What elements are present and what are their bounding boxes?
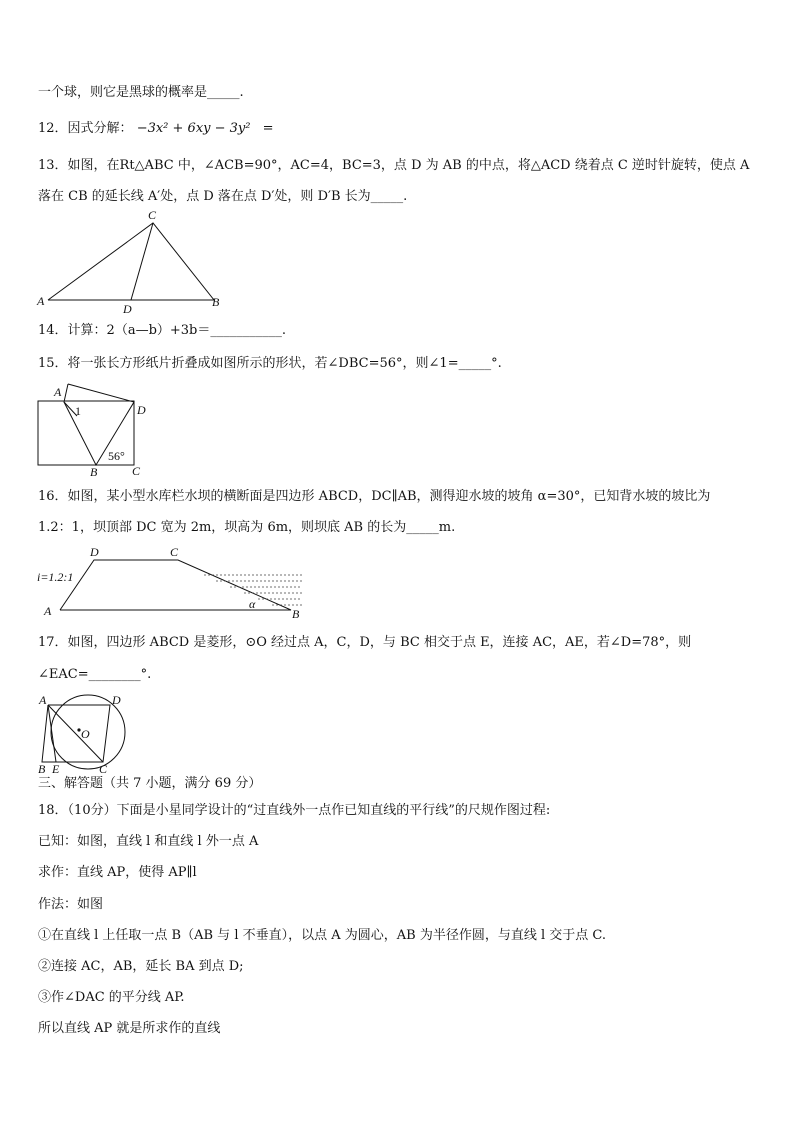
q14-line: 14．计算：2（a—b）+3b＝___________. [38,323,287,338]
q18-line5: ①在直线 l 上任取一点 B（AB 与 l 不垂直），以点 A 为圆心，AB 为半径作圆，与直线 l 交于点 C. [38,928,607,943]
q13-label-d: D [123,302,132,314]
q15-line: 15．将一张长方形纸片折叠成如图所示的形状，若∠DBC=56°，则∠1=_____°. [38,356,502,371]
q12-equals: = [262,121,274,136]
q18-line2: 已知：如图，直线 l 和直线 l 外一点 A [38,834,259,849]
q11-tail: 一个球，则它是黑球的概率是_____. [38,85,244,100]
q16-slope-ratio: i=1.2:1 [37,570,74,584]
q18-line8: 所以直线 AP 就是所求作的直线 [38,1021,221,1036]
q13-label-c: C [148,208,157,222]
q16-label-c: C [170,545,179,559]
q17-label-c: C [99,762,108,776]
q18-line6: ②连接 AC，AB，延长 BA 到点 D; [38,959,244,974]
q17-rhombus-circle-figure [34,692,146,776]
q15-angle-56: 56° [108,449,125,463]
q13-triangle-figure [34,208,224,314]
q16-dam-figure [34,543,306,621]
q12-expression: −3x² + 6xy − 3y² [136,121,251,136]
q18-line7: ③作∠DAC 的平分线 AP. [38,990,185,1005]
q16-label-alpha: α [249,597,256,611]
q12-lead: 12．因式分解： [38,121,133,136]
q16-label-d: D [90,545,99,559]
q15-label-1: 1 [75,404,81,418]
q15-label-a: A [54,385,62,399]
q17-label-d: D [112,693,121,707]
section3-title: 三、解答题（共 7 小题，满分 69 分） [38,776,262,791]
q13-line2: 落在 CB 的延长线 A′处，点 D 落在点 D′处，则 D′B 长为_____. [38,189,408,204]
q17-label-e: E [52,762,60,776]
q18-line4: 作法：如图 [38,897,104,912]
q12-line [38,120,274,138]
q15-label-c: C [132,464,141,478]
q15-label-b: B [90,465,98,478]
q15-folded-paper-figure [34,376,154,478]
q13-label-a: A [37,294,45,308]
q16-label-a: A [44,604,52,618]
q17-label-a: A [39,693,47,707]
q17-line2: ∠EAC=________°. [38,667,152,682]
q17-label-o: O [81,727,90,741]
q17-label-b: B [38,762,46,776]
q13-line1: 13．如图，在Rt△ABC 中，∠ACB=90°，AC=4，BC=3，点 D 为 AB 的中点，将△ACD 绕着点 C 逆时针旋转，使点 A [38,158,750,173]
q16-label-b: B [292,607,300,621]
q15-label-d: D [137,403,146,417]
q16-line1: 16．如图，某小型水库栏水坝的横断面是四边形 ABCD，DC∥AB，测得迎水坡的坡角 α=30°，已知背水坡的坡比为 [38,489,711,504]
q13-label-b: B [212,295,220,309]
q18-line3: 求作：直线 AP，使得 AP∥l [38,865,197,880]
q17-line1: 17．如图，四边形 ABCD 是菱形，⊙O 经过点 A，C，D，与 BC 相交于点 E，连接 AC，AE，若∠D=78°，则 [38,635,692,650]
q18-line1: 18．（10分）下面是小星同学设计的“过直线外一点作已知直线的平行线”的尺规作图过程: [38,803,551,818]
q16-line2: 1.2：1，坝顶部 DC 宽为 2m，坝高为 6m，则坝底 AB 的长为_____m. [38,520,456,535]
